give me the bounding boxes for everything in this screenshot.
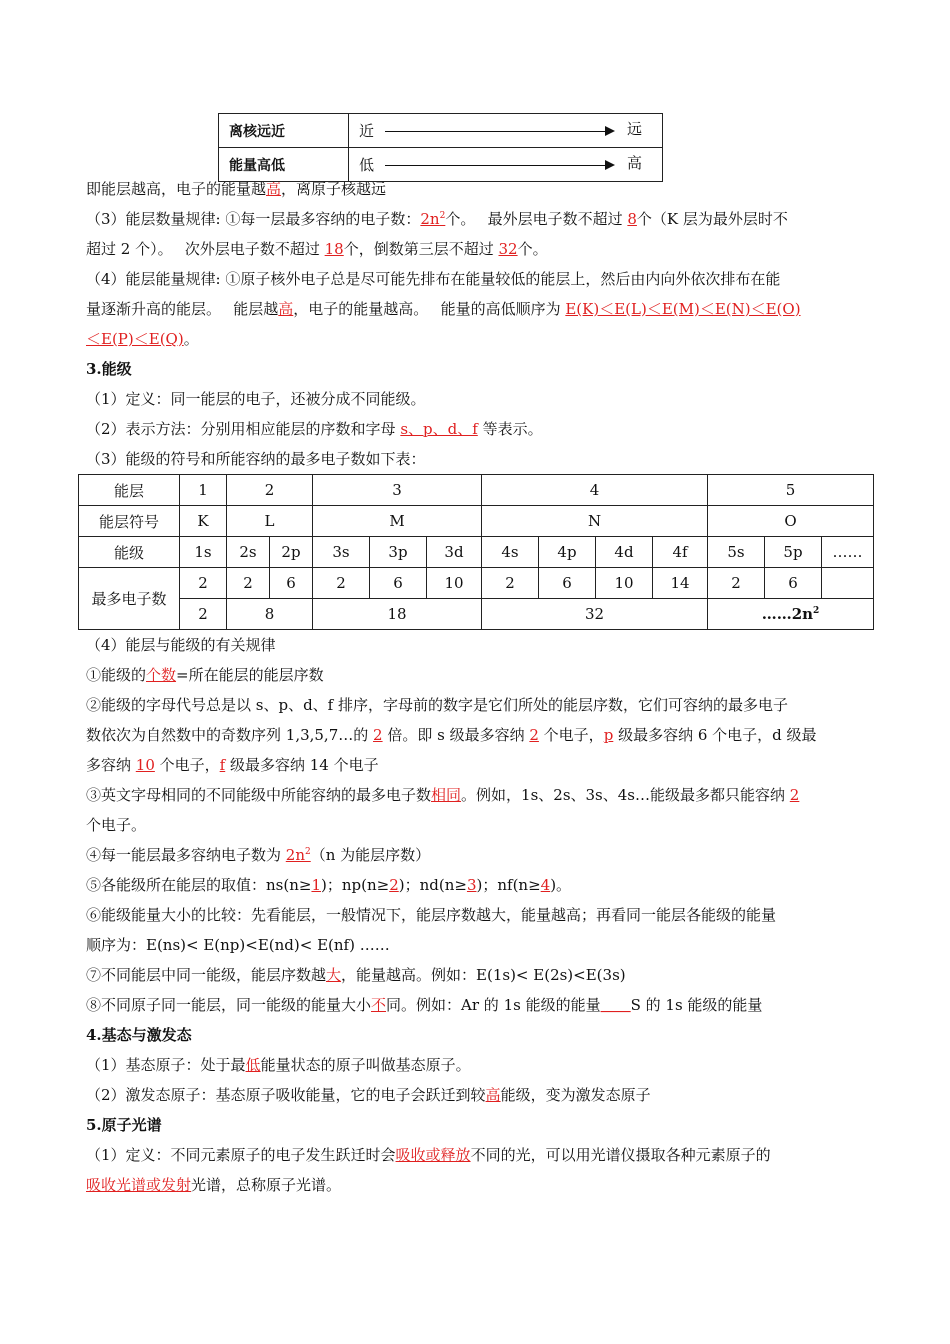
table-cell: 3p	[370, 537, 427, 568]
text: 倍。即 s 级最多容纳	[382, 726, 530, 744]
answer: 吸收光谱或发射	[86, 1176, 192, 1194]
section-title: 5.原子光谱	[86, 1116, 162, 1134]
table-cell: 5s	[708, 537, 765, 568]
table-cell: K	[180, 506, 227, 537]
table-row	[79, 506, 874, 537]
text: 能量状态的原子叫做基态原子。	[260, 1056, 471, 1074]
table-cell: 6	[539, 568, 596, 599]
row-label: 能量高低	[219, 148, 349, 182]
paragraph	[86, 204, 876, 234]
superscript: 2	[813, 606, 820, 616]
answer: 高	[485, 1086, 501, 1104]
text: 数依次为自然数中的奇数序列 1,3,5,7…的	[86, 726, 374, 744]
text: )；nd(n≥	[398, 876, 467, 894]
answer: 吸收或释放	[395, 1146, 471, 1164]
paragraph	[86, 294, 876, 324]
table-cell: 4s	[482, 537, 539, 568]
answer: 相同	[431, 786, 462, 804]
text: 。例如，1s、2s、3s、4s…能级最多都只能容纳	[461, 786, 790, 804]
text: 个（K 层为最外层时不	[636, 210, 788, 228]
text: 光谱，总称原子光谱。	[191, 1176, 342, 1194]
paragraph: （4）能层与能级的有关规律	[86, 636, 276, 654]
table-row	[219, 114, 663, 148]
table-cell: 10	[596, 568, 653, 599]
paragraph	[86, 960, 876, 990]
answer: 不	[371, 996, 387, 1014]
text: （1）基态原子：处于最	[86, 1056, 246, 1074]
table-cell: 32	[482, 599, 708, 630]
paragraph	[86, 1140, 876, 1170]
text: ①能级的	[86, 666, 147, 684]
text: 个电子，	[538, 726, 604, 744]
answer	[286, 846, 311, 864]
text: （1）定义：不同元素原子的电子发生跃迁时会	[86, 1146, 396, 1164]
text: （3）能层数量规律: ①每一层最多容纳的电子数：	[86, 210, 421, 228]
answer: 2	[529, 726, 539, 744]
paragraph: 个电子。	[86, 816, 147, 834]
paragraph: 顺序为：E(ns)< E(np)<E(nd)< E(nf) ……	[86, 936, 390, 954]
answer: s、p、d、f	[400, 420, 478, 438]
table-row	[79, 568, 874, 599]
table-row	[219, 148, 663, 182]
paragraph	[86, 660, 876, 690]
table-header: 能层符号	[79, 506, 180, 537]
paragraph	[86, 750, 876, 780]
text: 多容纳	[86, 756, 136, 774]
table-header: 能层	[79, 475, 180, 506]
table-cell: 4	[482, 475, 708, 506]
text: S 的 1s 能级的能量	[630, 996, 763, 1014]
answer: 10	[135, 756, 155, 774]
text: （n 为能层序数）	[310, 846, 431, 864]
paragraph	[86, 414, 876, 444]
answer-text: 2n	[285, 846, 305, 864]
table-cell: 2	[482, 568, 539, 599]
paragraph	[86, 1050, 876, 1080]
paragraph	[86, 780, 876, 810]
text: （2）表示方法：分别用相应能层的序数和字母	[86, 420, 401, 438]
answer: p	[603, 726, 614, 744]
text: 等表示。	[477, 420, 543, 438]
text: =所在能层的能层序数	[176, 666, 324, 684]
table-cell: 3	[313, 475, 482, 506]
text: ⑦不同能层中同一能级，能层序数越	[86, 966, 327, 984]
section-title: 3.能级	[86, 360, 132, 378]
table-cell: L	[227, 506, 313, 537]
answer: 低	[245, 1056, 261, 1074]
paragraph: （1）定义：同一能层的电子，还被分成不同能级。	[86, 390, 426, 408]
paragraph	[86, 324, 876, 354]
table-cell: 3d	[427, 537, 482, 568]
text: 个，倒数第三层不超过	[343, 240, 499, 258]
text: ，电子的能量越高。 能量的高低顺序为	[293, 300, 566, 318]
answer: 大	[326, 966, 342, 984]
text: 能级，变为激发态原子	[500, 1086, 651, 1104]
text: ⑧不同原子同一能层，同一能级的能量大小	[86, 996, 372, 1014]
answer-blank: ＿＿	[600, 996, 631, 1014]
answer: 32	[498, 240, 518, 258]
right-arrow-icon	[385, 131, 613, 132]
text: 个。	[517, 240, 548, 258]
superscript: 2	[439, 211, 446, 221]
answer: 2	[789, 786, 800, 804]
text: ④每一能层最多容纳电子数为	[86, 846, 286, 864]
table-cell: M	[313, 506, 482, 537]
arrow-end-label: 高	[626, 154, 642, 172]
superscript: 2	[305, 847, 311, 857]
table-cell	[708, 599, 874, 630]
table-row	[79, 537, 874, 568]
text: ③英文字母相同的不同能级中所能容纳的最多电子数	[86, 786, 432, 804]
distance-arrow-cell	[349, 114, 663, 148]
text: )；nf(n≥	[476, 876, 541, 894]
table-cell: 1s	[180, 537, 227, 568]
answer-text: 2n	[420, 210, 440, 228]
text: 级最多容纳 6 个电子，d 级最	[613, 726, 817, 744]
table-cell: 1	[180, 475, 227, 506]
text: 超过 2 个）。 次外层电子数不超过	[86, 240, 325, 258]
table-cell: 2	[227, 568, 270, 599]
answer: 4	[540, 876, 551, 894]
paragraph	[86, 1170, 876, 1200]
table-cell: 6	[270, 568, 313, 599]
text: 个电子，	[154, 756, 220, 774]
answer: 1	[311, 876, 321, 894]
table-row	[79, 599, 874, 630]
distance-energy-table	[218, 113, 663, 182]
section-title: 4.基态与激发态	[86, 1026, 192, 1044]
table-cell: O	[708, 506, 874, 537]
paragraph: （3）能级的符号和所能容纳的最多电子数如下表：	[86, 450, 426, 468]
paragraph	[86, 1080, 876, 1110]
answer: 个数	[146, 666, 177, 684]
text: 不同的光，可以用光谱仪摄取各种元素原子的	[470, 1146, 771, 1164]
table-cell: 2	[313, 568, 370, 599]
table-cell: ……	[822, 537, 874, 568]
answer: 3	[466, 876, 477, 894]
table-cell: 6	[370, 568, 427, 599]
table-cell: 18	[313, 599, 482, 630]
table-cell: 8	[227, 599, 313, 630]
answer: 2	[373, 726, 383, 744]
text: ，能量越高。例如：E(1s)< E(2s)<E(3s)	[341, 966, 626, 984]
answer: 8	[627, 210, 637, 228]
text: ⑤各能级所在能层的取值：ns(n≥	[86, 876, 312, 894]
text: 量逐渐升高的能层。 能层越	[86, 300, 279, 318]
paragraph	[86, 870, 876, 900]
answer: f	[219, 756, 226, 774]
document-page	[86, 110, 876, 1200]
text: 同。例如：Ar 的 1s 能级的能量	[386, 996, 601, 1014]
paragraph	[86, 264, 876, 294]
text: 。	[183, 330, 199, 348]
arrow-end-label: 远	[626, 120, 642, 138]
table-header: 最多电子数	[79, 568, 180, 630]
answer: 高	[278, 300, 294, 318]
table-cell: 3s	[313, 537, 370, 568]
table-cell: 6	[765, 568, 822, 599]
table-cell: 5	[708, 475, 874, 506]
text: （2）激发态原子：基态原子吸收能量，它的电子会跃迁到较	[86, 1086, 486, 1104]
text: 即能层越高，电子的能量越	[86, 180, 267, 198]
text: 个。 最外层电子数不超过	[445, 210, 628, 228]
answer: E(K)＜E(L)＜E(M)＜E(N)＜E(O)	[565, 300, 801, 318]
energy-arrow-cell	[349, 148, 663, 182]
table-cell: 5p	[765, 537, 822, 568]
table-cell	[822, 568, 874, 599]
answer: ＜E(P)＜E(Q)	[86, 330, 184, 348]
table-cell: 4d	[596, 537, 653, 568]
table-cell: 2	[180, 599, 227, 630]
paragraph	[86, 840, 876, 870]
answer: 高	[266, 180, 282, 198]
arrow-start-label: 近	[359, 122, 375, 140]
energy-level-table	[78, 474, 874, 630]
answer	[420, 210, 445, 228]
table-cell: 10	[427, 568, 482, 599]
table-row	[79, 475, 874, 506]
paragraph	[86, 990, 876, 1020]
paragraph: ②能级的字母代号总是以 s、p、d、f 排序，字母前的数字是它们所处的能层序数，它们可容纳的最多电子	[86, 696, 788, 714]
table-cell: 14	[653, 568, 708, 599]
table-cell: 2	[708, 568, 765, 599]
right-arrow-icon	[385, 165, 613, 166]
cell-text: ……2n	[761, 605, 814, 623]
text: 级最多容纳 14 个电子	[225, 756, 379, 774]
table-cell: 2p	[270, 537, 313, 568]
answer: 2	[389, 876, 399, 894]
table-cell: 2	[227, 475, 313, 506]
table-header: 能级	[79, 537, 180, 568]
paragraph: ⑥能级能量大小的比较：先看能层，一般情况下，能层序数越大，能量越高；再看同一能层各能级的能量	[86, 906, 777, 924]
table-cell: 2s	[227, 537, 270, 568]
answer: 18	[324, 240, 344, 258]
text: )。	[550, 876, 572, 894]
table-cell: N	[482, 506, 708, 537]
text: ，离原子核越远	[281, 180, 387, 198]
arrow-start-label: 低	[359, 156, 375, 174]
paragraph	[86, 720, 876, 750]
text: （4）能层能量规律: ①原子核外电子总是尽可能先排布在能量较低的能层上，然后由内向外依次排布在能	[86, 270, 781, 288]
table-cell: 4f	[653, 537, 708, 568]
row-label: 离核远近	[219, 114, 349, 148]
table-cell: 4p	[539, 537, 596, 568]
paragraph	[86, 234, 876, 264]
table-cell: 2	[180, 568, 227, 599]
text: )；np(n≥	[321, 876, 390, 894]
